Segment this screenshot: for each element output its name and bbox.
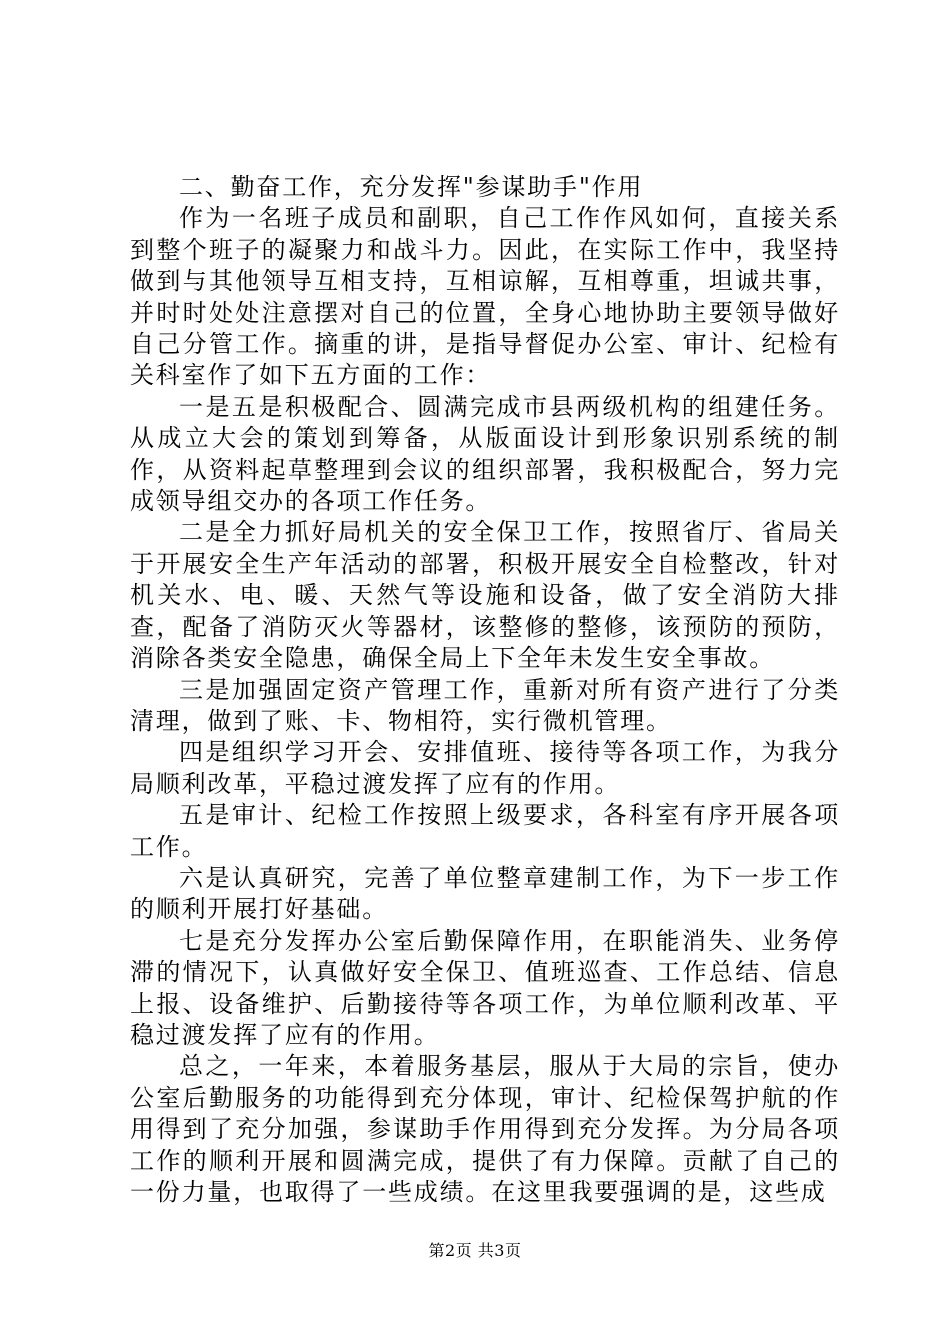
page-number-footer: 第2页 共3页 bbox=[428, 1241, 522, 1260]
section-heading: 二、勤奋工作，充分发挥"参谋助手"作用 bbox=[179, 173, 644, 201]
document-body bbox=[130, 172, 840, 1208]
body-paragraph: 六是认真研究，完善了单位整章建制工作，为下一步工作的顺利开展打好基础。 bbox=[130, 863, 840, 924]
body-paragraph: 七是充分发挥办公室后勤保障作用，在职能消失、业务停滞的情况下，认真做好安全保卫、值班巡查、工作总结、信息上报、设备维护、后勤接待等各项工作，为单位顺利改革、平稳过渡发挥了应有的作用。 bbox=[130, 926, 840, 1049]
body-paragraph: 一是五是积极配合、圆满完成市县两级机构的组建任务。从成立大会的策划到筹备，从版面设计到形象识别系统的制作，从资料起草整理到会议的组织部署，我积极配合，努力完成领导组交办的各项工作任务。 bbox=[130, 392, 840, 516]
body-paragraph: 五是审计、纪检工作按照上级要求，各科室有序开展各项工作。 bbox=[130, 801, 840, 861]
body-paragraph: 作为一名班子成员和副职，自己工作作风如何，直接关系到整个班子的凝聚力和战斗力。因此，在实际工作中，我坚持做到与其他领导互相支持，互相谅解，互相尊重，坦诚共事，并时时处处注意摆对自己的位置，全身心地协助主要领导做好自己分管工作。摘重的讲，是指导督促办公室、审计、纪检有关科室作了如下五方面的工作： bbox=[130, 204, 840, 390]
body-paragraph: 三是加强固定资产管理工作，重新对所有资产进行了分类清理，做到了账、卡、物相符，实行微机管理。 bbox=[130, 675, 840, 735]
body-paragraph: 二是全力抓好局机关的安全保卫工作，按照省厅、省局关于开展安全生产年活动的部署，积极开展安全自检整改，针对机关水、电、暖、天然气等设施和设备，做了安全消防大排查，配备了消防灭火等器材，该整修的整修，该预防的预防，消除各类安全隐患，确保全局上下全年未发生安全事故。 bbox=[130, 518, 840, 673]
body-paragraph: 总之，一年来，本着服务基层，服从于大局的宗旨，使办公室后勤服务的功能得到充分体现，审计、纪检保驾护航的作用得到了充分加强，参谋助手作用得到充分发挥。为分局各项工作的顺利开展和圆满完成，提供了有力保障。贡献了自己的一份力量，也取得了一些成绩。在这里我要强调的是，这些成 bbox=[130, 1052, 840, 1206]
body-paragraph: 四是组织学习开会、安排值班、接待等各项工作，为我分局顺利改革，平稳过渡发挥了应有的作用。 bbox=[130, 738, 840, 798]
